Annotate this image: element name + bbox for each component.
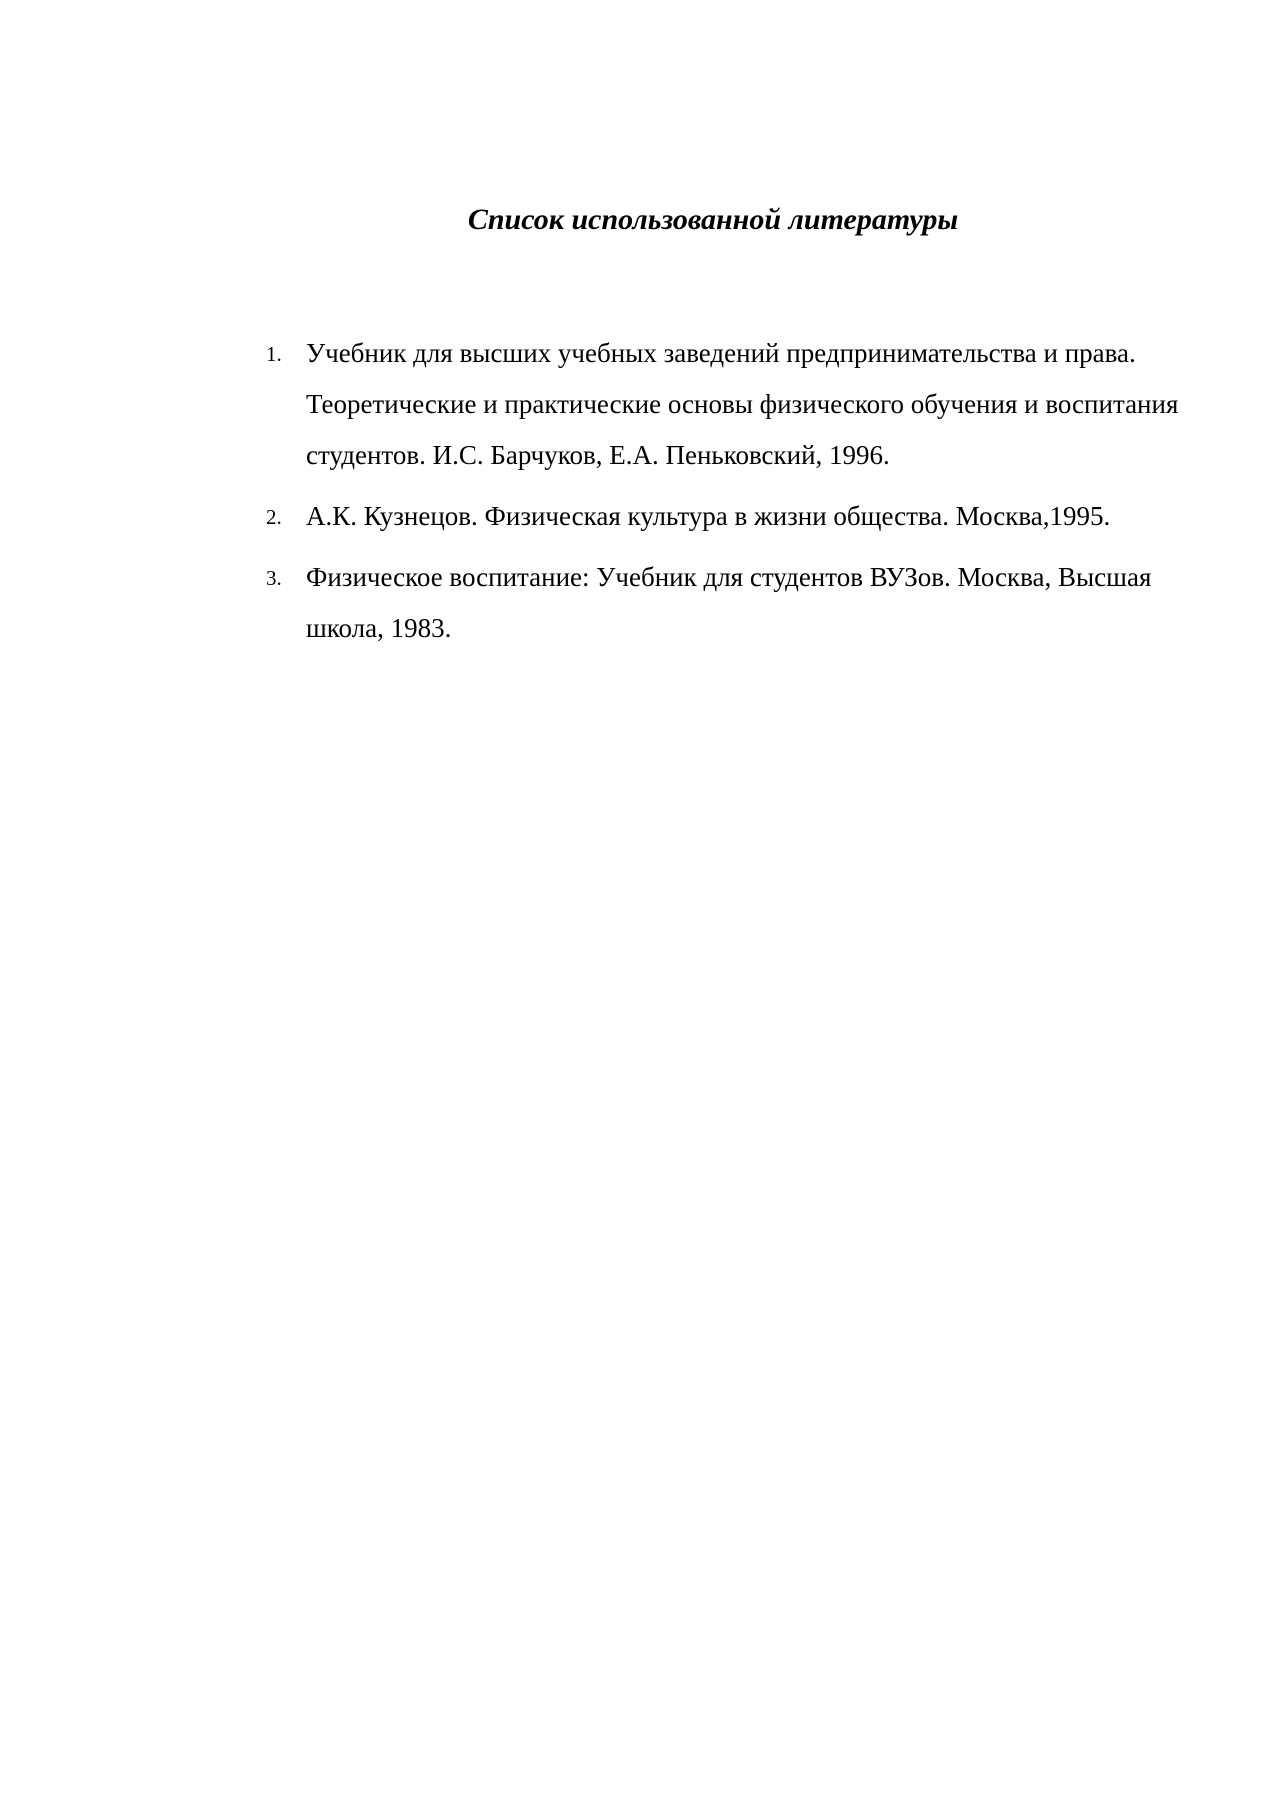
reference-number: 2. [266,505,282,529]
reference-item [259,328,1209,481]
reference-number: 3. [266,566,282,590]
reference-number: 1. [266,342,282,366]
reference-item [259,552,1209,654]
reference-text: Учебник для высших учебных заведений предпринимательства и права. Теоретические и практические основы физического обучения и воспитания студентов. И.С. Барчуков, Е.А. Пеньковский, 1996. [306,338,1179,470]
reference-list [259,328,1209,664]
reference-text: Физическое воспитание: Учебник для студентов ВУЗов. Москва, Высшая школа, 1983. [306,562,1152,643]
reference-item [259,491,1209,542]
reference-text: А.К. Кузнецов. Физическая культура в жизни общества. Москва,1995. [306,501,1111,531]
document-title: Список использованной литературы [467,203,959,236]
